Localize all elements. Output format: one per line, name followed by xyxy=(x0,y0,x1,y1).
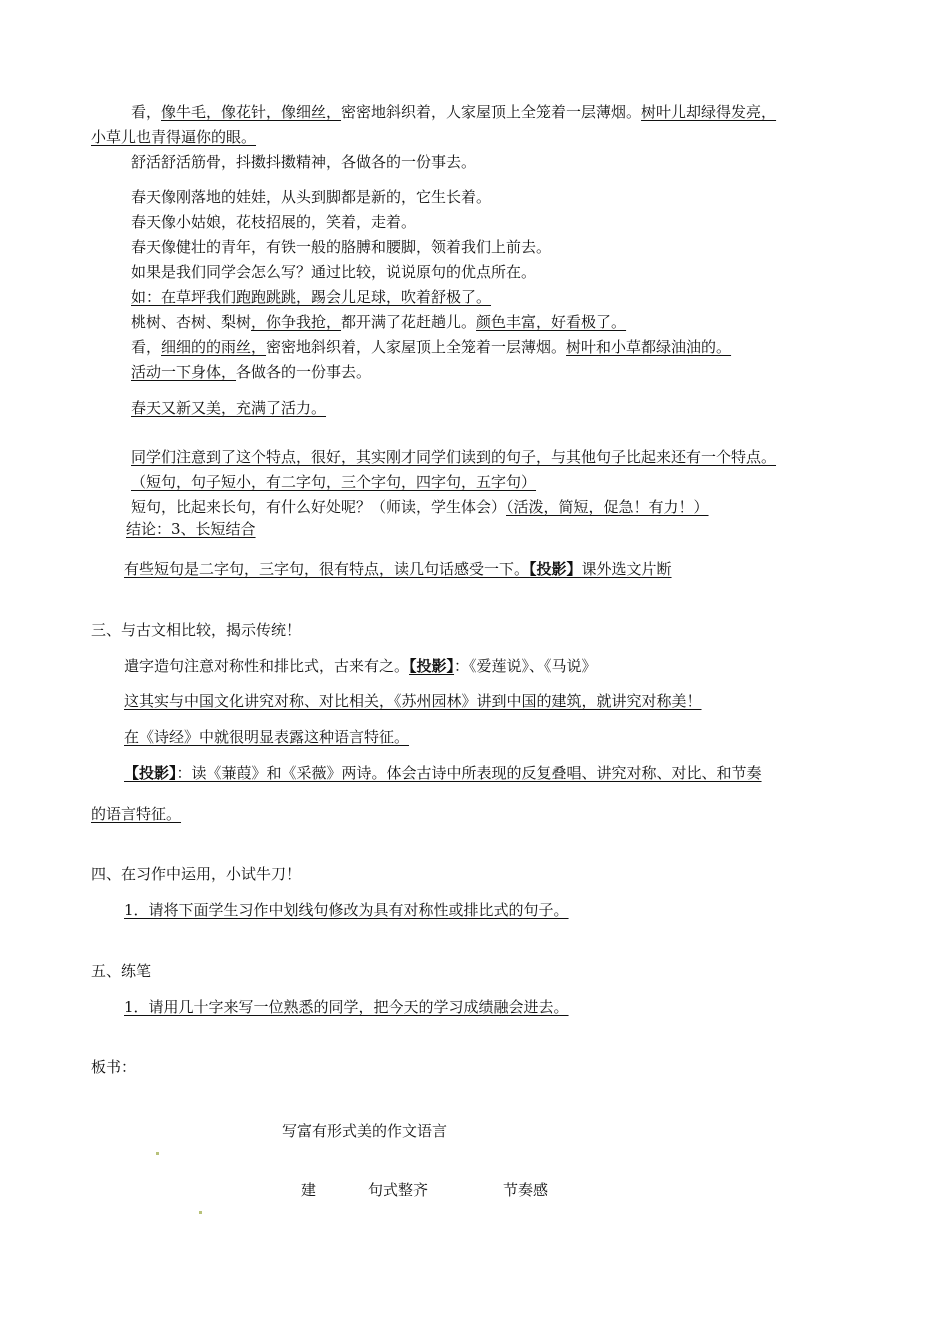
text-span: 句式整齐 xyxy=(368,1181,429,1199)
underlined-phrase: 树叶和小草都绿油油的。 xyxy=(566,338,732,356)
text-line xyxy=(131,312,626,332)
text-span: 写富有形式美的作文语言 xyxy=(282,1122,448,1140)
board-title xyxy=(282,1121,447,1141)
text-span: 密密地斜织着，人家屋顶上全笼着一层薄烟。 xyxy=(341,103,642,121)
text-line xyxy=(124,900,569,920)
underlined-phrase: 结论：3、长短结合 xyxy=(126,520,256,538)
underlined-phrase: （活泼，简短，促急！有力！） xyxy=(506,498,709,516)
text-span: 春天像刚落地的娃娃，从头到脚都是新的，它生长着。 xyxy=(131,188,492,206)
text-line xyxy=(131,497,709,517)
text-span: 都开满了花赶趟儿。 xyxy=(341,313,477,331)
underlined-phrase: 课外选文片断 xyxy=(581,560,672,578)
board-item xyxy=(503,1180,548,1200)
underlined-phrase: 的语言特征。 xyxy=(91,805,182,823)
text-line xyxy=(91,804,181,824)
speck-mark xyxy=(199,1211,202,1214)
speck-mark xyxy=(156,1152,159,1155)
text-span: 密密地斜织着，人家屋顶上全笼着一层薄烟。 xyxy=(266,338,567,356)
text-line xyxy=(124,763,762,783)
board-item xyxy=(301,1180,316,1200)
text-span: 舒活舒活筋骨，抖擞抖擞精神，各做各的一份事去。 xyxy=(131,153,477,171)
text-span: ：《爱莲说》、《马说》 xyxy=(454,657,597,675)
underlined-phrase: ，你争我抢， xyxy=(251,313,342,331)
text-span: 春天像小姑娘，花枝招展的，笑着，走着。 xyxy=(131,213,417,231)
underlined-phrase: 有些短句是二字句，三字句，很有特点，读几句话感受一下。 xyxy=(124,560,530,578)
text-line xyxy=(124,656,597,676)
text-span: 各做各的一份事去。 xyxy=(236,363,372,381)
text-line xyxy=(131,102,776,122)
text-span: 建 xyxy=(301,1181,317,1199)
text-line xyxy=(131,262,536,282)
text-span: 短句，比起来长句，有什么好处呢？（师读，学生体会） xyxy=(131,498,507,516)
underlined-phrase: 春天又新又美，充满了活力。 xyxy=(131,399,327,417)
projection-tag: 【投影】 xyxy=(124,764,177,782)
section-heading xyxy=(91,620,301,640)
text-line xyxy=(126,519,256,539)
underlined-phrase: 1．请将下面学生习作中划线句修改为具有对称性或排比式的句子。 xyxy=(124,901,569,919)
underlined-phrase: （短句，句子短小，有二字句，三个字句，四字句，五字句） xyxy=(131,473,537,491)
text-line xyxy=(124,727,409,747)
underlined-phrase: 像牛毛，像花针，像细丝， xyxy=(161,103,342,121)
text-span: 节奏感 xyxy=(503,1181,549,1199)
board-item xyxy=(368,1180,428,1200)
underlined-phrase: ：读《蒹葭》和《采薇》两诗。体会古诗中所表现的反复叠唱、讲究对称、对比、和节奏 xyxy=(176,764,762,782)
section-heading xyxy=(91,864,301,884)
text-span: 桃树、杏树、梨树 xyxy=(131,313,252,331)
text-line xyxy=(124,997,569,1017)
text-line xyxy=(131,447,776,467)
text-span: 五、练笔 xyxy=(91,962,152,980)
text-line xyxy=(131,472,536,492)
underlined-phrase: 活动一下身体， xyxy=(131,363,237,381)
text-line xyxy=(131,212,416,232)
text-line xyxy=(131,187,491,207)
underlined-phrase: 细细的的雨丝， xyxy=(161,338,267,356)
underlined-phrase: 这其实与中国文化讲究对称、对比相关，《苏州园林》讲到中国的建筑，就讲究对称美！ xyxy=(124,692,702,710)
text-span: 看， xyxy=(131,103,162,121)
underlined-phrase: 颜色丰富，好看极了。 xyxy=(476,313,627,331)
board-label xyxy=(91,1057,136,1077)
text-span: 如果是我们同学会怎么写？通过比较，说说原句的优点所在。 xyxy=(131,263,537,281)
section-heading xyxy=(91,961,151,981)
text-line xyxy=(131,287,491,307)
text-span: 四、在习作中运用，小试牛刀！ xyxy=(91,865,302,883)
underlined-phrase: 树叶儿却绿得发亮， xyxy=(641,103,777,121)
text-line xyxy=(124,691,702,711)
underlined-phrase: 1．请用几十字来写一位熟悉的同学，把今天的学习成绩融会进去。 xyxy=(124,998,569,1016)
text-line xyxy=(131,337,731,357)
text-line xyxy=(131,398,326,418)
text-span: 看， xyxy=(131,338,162,356)
text-span: 遣字造句注意对称性和排比式，古来有之。 xyxy=(124,657,410,675)
text-line xyxy=(131,152,476,172)
projection-tag: 【投影】 xyxy=(529,560,582,578)
text-span: 板书： xyxy=(91,1058,137,1076)
underlined-phrase: 如：在草坪我们跑跑跳跳，踢会儿足球，吹着舒极了。 xyxy=(131,288,492,306)
text-line xyxy=(91,127,256,147)
text-line xyxy=(131,362,371,382)
underlined-phrase: 同学们注意到了这个特点，很好，其实刚才同学们读到的句子，与其他句子比起来还有一个特点。 xyxy=(131,448,777,466)
projection-tag: 【投影】 xyxy=(409,657,455,675)
text-line xyxy=(124,559,672,579)
underlined-phrase: 在《诗经》中就很明显表露这种语言特征。 xyxy=(124,728,410,746)
text-span: 春天像健壮的青年，有铁一般的胳膊和腰脚，领着我们上前去。 xyxy=(131,238,552,256)
underlined-phrase: 小草儿也青得逼你的眼。 xyxy=(91,128,257,146)
text-span: 三、与古文相比较，揭示传统！ xyxy=(91,621,302,639)
text-line xyxy=(131,237,551,257)
